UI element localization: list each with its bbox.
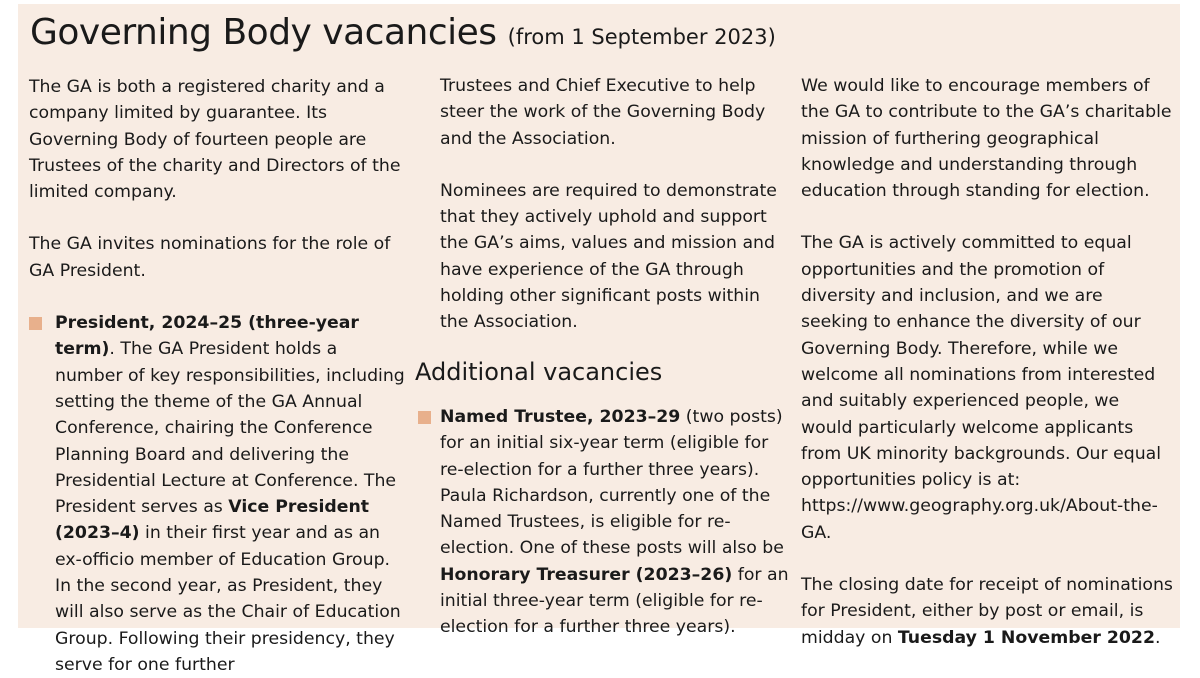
vice-president-term: Vice President (2023–4)	[55, 497, 370, 544]
encourage-paragraph: We would like to encourage members of the GA to contribute to the GA’s charitable mission of furthering geographical knowledge and understanding through education through standing for election.	[801, 76, 1172, 202]
title-date: (from 1 September 2023)	[507, 25, 776, 49]
named-trustee-desc-1: (two posts) for an initial six-year term (eligible for re-election for a further three years). Paula Richardson, currently one of the Named Trustees, is eligible for re-election. One of these posts will also be	[440, 407, 784, 559]
additional-vacancies-heading: Additional vacancies	[415, 358, 663, 386]
closing-date: Tuesday 1 November 2022	[897, 627, 1155, 648]
named-trustee-desc-2: for an initial three-year term (eligible for re-election for a further three years).	[440, 564, 789, 638]
president-desc-2: in their first year and as an ex-officio member of Education Group. In the second year, as President, they will also serve as the Chair of Education Group. Following their presidency, they serve for one further	[55, 523, 401, 675]
nominations-paragraph: The GA invites nominations for the role of GA President.	[29, 234, 391, 281]
page-panel	[18, 4, 1180, 675]
column-1	[29, 74, 407, 678]
closing-date-text: The closing date for receipt of nominations for President, either by post or email, is midday on	[801, 575, 1173, 648]
column-3	[801, 73, 1173, 651]
president-text	[55, 310, 407, 678]
president-vacancy	[29, 310, 407, 678]
named-trustee-vacancy	[440, 404, 790, 641]
president-heading: President, 2024–25 (three-year term)	[55, 313, 359, 360]
named-trustee-block	[440, 404, 790, 641]
column-2	[440, 73, 790, 336]
requirements-paragraph: Nominees are required to demonstrate that they actively uphold and support the GA’s aims, values and mission and have experience of the GA through holding other significant posts within the Association.	[440, 180, 777, 333]
equal-opportunities-paragraph: The GA is actively committed to equal opportunities and the promotion of diversity and inclusion, and we are seeking to enhance the diversity of our Governing Body. Therefore, while we welcome all nominations from interested and suitably experienced people, we would particularly welcome applicants from UK minority backgrounds. Our equal opportunities policy is at: https://www.geography.org.uk/About-the-GA.	[801, 233, 1162, 543]
title-main: Governing Body vacancies	[30, 12, 497, 53]
named-trustee-text	[440, 404, 790, 641]
honorary-treasurer-term: Honorary Treasurer (2023–26)	[440, 564, 733, 585]
intro-paragraph: The GA is both a registered charity and a company limited by guarantee. Its Governing Body of fourteen people are Trustees of the charity and Directors of the limited company.	[29, 77, 401, 203]
bullet-square-icon	[418, 411, 431, 424]
president-desc-1: . The GA President holds a number of key responsibilities, including setting the theme of the GA Annual Conference, chairing the Conference Planning Board and delivering the Presidential Lecture at Conference. The President serves as	[55, 339, 405, 518]
named-trustee-heading: Named Trustee, 2023–29	[440, 407, 681, 427]
page-title	[30, 12, 776, 53]
bullet-square-icon	[29, 317, 42, 330]
closing-date-paragraph	[801, 572, 1173, 651]
trustees-paragraph: Trustees and Chief Executive to help steer the work of the Governing Body and the Association.	[440, 76, 766, 149]
closing-period: .	[1154, 627, 1161, 648]
